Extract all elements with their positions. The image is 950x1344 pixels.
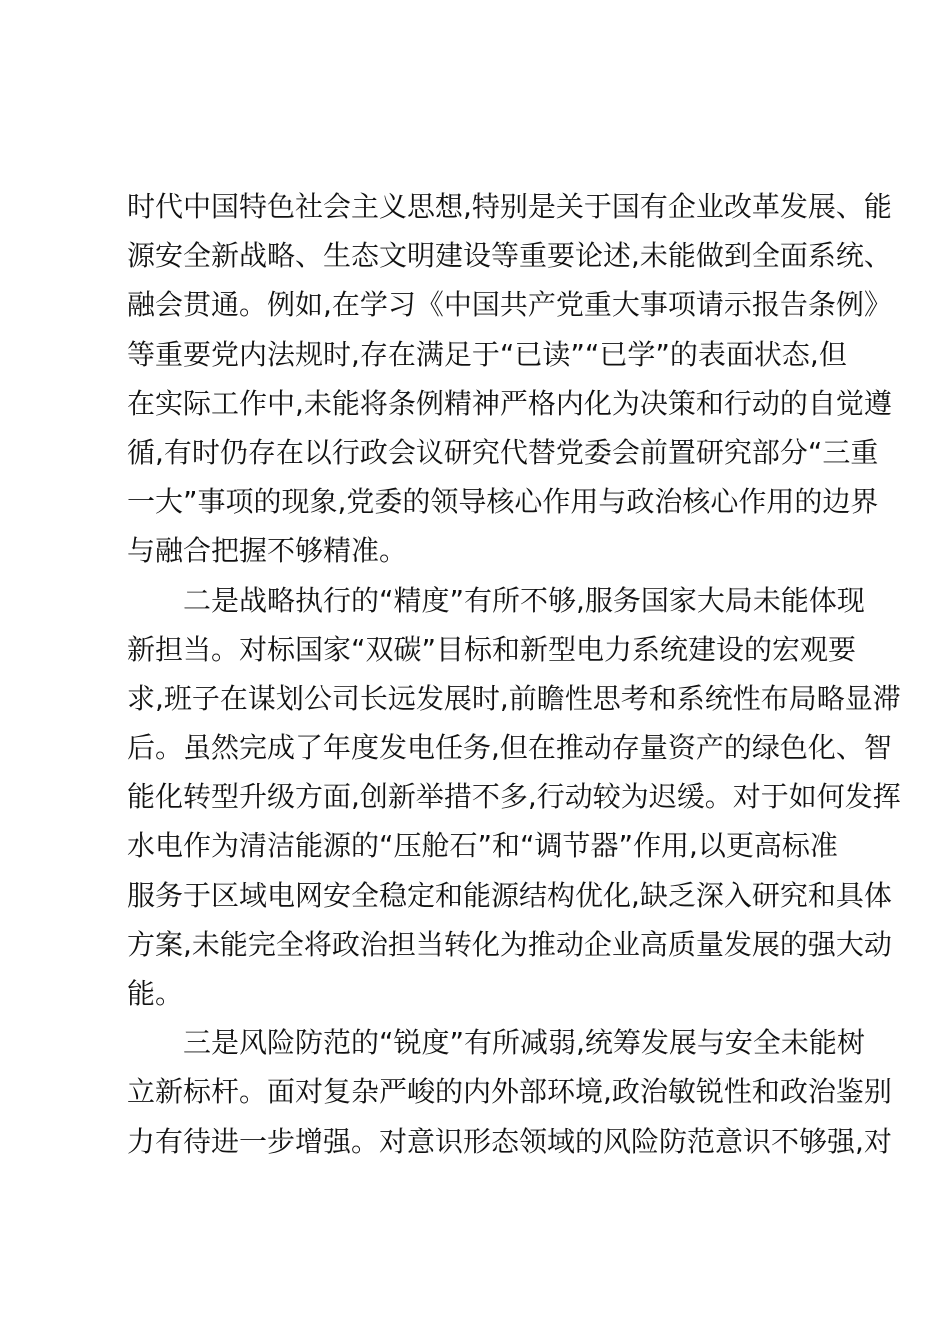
text-line: 新担当。对标国家“双碳”目标和新型电力系统建设的宏观要 xyxy=(127,632,857,666)
text-line: 能化转型升级方面,创新举措不多,行动较为迟缓。对于如何发挥 xyxy=(127,780,901,814)
text-line: 二是战略执行的“精度”有所不够,服务国家大局未能体现 xyxy=(183,583,865,617)
text-line: 融会贯通。例如,在学习《中国共产党重大事项请示报告条例》 xyxy=(127,288,892,322)
text-line: 服务于区域电网安全稳定和能源结构优化,缺乏深入研究和具体 xyxy=(127,878,892,912)
text-line: 立新标杆。面对复杂严峻的内外部环境,政治敏锐性和政治鉴别 xyxy=(127,1075,892,1109)
body-text xyxy=(127,182,901,1166)
text-line: 方案,未能完全将政治担当转化为推动企业高质量发展的强大动 xyxy=(127,927,892,961)
text-line: 求,班子在谋划公司长远发展时,前瞻性思考和系统性布局略显滞 xyxy=(127,681,901,715)
paragraph-2 xyxy=(127,576,901,1019)
text-line: 等重要党内法规时,存在满足于“已读”“已学”的表面状态,但 xyxy=(127,337,847,371)
text-line: 后。虽然完成了年度发电任务,但在推动存量资产的绿色化、智 xyxy=(127,731,892,765)
text-line: 在实际工作中,未能将条例精神严格内化为决策和行动的自觉遵 xyxy=(127,386,892,420)
paragraph-3 xyxy=(127,1018,892,1166)
text-line: 力有待进一步增强。对意识形态领域的风险防范意识不够强,对 xyxy=(127,1124,892,1158)
text-line: 能。 xyxy=(127,977,184,1010)
text-line: 与融合把握不够精准。 xyxy=(127,534,408,568)
text-line: 循,有时仍存在以行政会议研究代替党委会前置研究部分“三重 xyxy=(127,435,879,469)
text-line: 一大”事项的现象,党委的领导核心作用与政治核心作用的边界 xyxy=(127,485,879,519)
text-line: 三是风险防范的“锐度”有所减弱,统筹发展与安全未能树 xyxy=(183,1026,865,1060)
text-line: 源安全新战略、生态文明建设等重要论述,未能做到全面系统、 xyxy=(127,239,892,273)
text-line: 时代中国特色社会主义思想,特别是关于国有企业改革发展、能 xyxy=(127,190,892,223)
paragraph-1 xyxy=(127,182,892,576)
text-line: 水电作为清洁能源的“压舱石”和“调节器”作用,以更高标准 xyxy=(127,829,838,863)
